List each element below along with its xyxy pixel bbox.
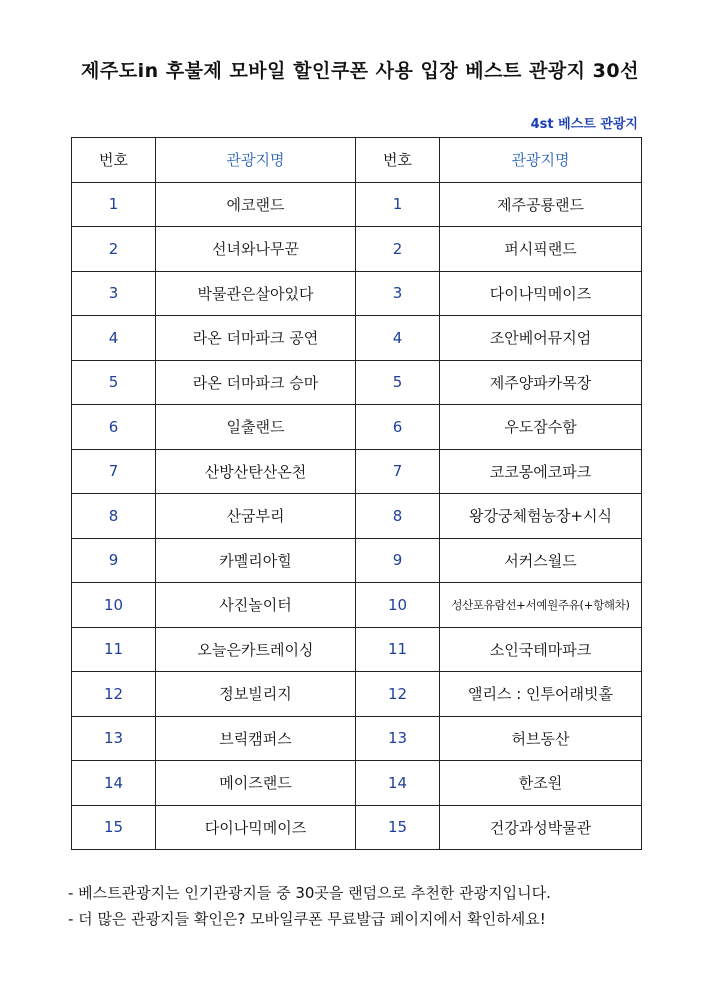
row-number-right: 13 <box>356 716 440 761</box>
row-number-left: 5 <box>72 360 156 405</box>
table-row <box>72 627 642 672</box>
table-row <box>72 271 642 316</box>
row-number-right: 9 <box>356 538 440 583</box>
spot-name-left: 다이나믹메이즈 <box>156 805 356 850</box>
spot-name-right: 소인국테마파크 <box>440 627 642 672</box>
table-row <box>72 672 642 717</box>
spot-name-right: 건강과성박물관 <box>440 805 642 850</box>
spot-name-left: 산굼부리 <box>156 494 356 539</box>
header-spot-name-left: 관광지명 <box>156 138 356 183</box>
row-number-right: 3 <box>356 271 440 316</box>
row-number-left: 7 <box>72 449 156 494</box>
row-number-right: 15 <box>356 805 440 850</box>
spot-name-left: 산방산탄산온천 <box>156 449 356 494</box>
spot-name-right: 성산포유람선+서예원주유(+항해차) <box>440 583 642 628</box>
table-row <box>72 805 642 850</box>
row-number-left: 10 <box>72 583 156 628</box>
row-number-left: 8 <box>72 494 156 539</box>
footnotes <box>68 880 668 932</box>
row-number-right: 12 <box>356 672 440 717</box>
table-row <box>72 583 642 628</box>
table-header-row <box>72 138 642 183</box>
row-number-right: 6 <box>356 405 440 450</box>
footnote-more-spots: - 더 많은 관광지들 확인은? 모바일쿠폰 무료발급 페이지에서 확인하세요! <box>68 910 546 928</box>
row-number-left: 15 <box>72 805 156 850</box>
table-row <box>72 538 642 583</box>
spot-name-right: 제주양파카목장 <box>440 360 642 405</box>
spot-name-left: 라온 더마파크 승마 <box>156 360 356 405</box>
row-number-left: 4 <box>72 316 156 361</box>
header-number-right: 번호 <box>356 138 440 183</box>
spot-name-left: 라온 더마파크 공연 <box>156 316 356 361</box>
spot-name-right: 다이나믹메이즈 <box>440 271 642 316</box>
spot-name-left: 메이즈랜드 <box>156 761 356 806</box>
spot-name-right: 조안베어뮤지엄 <box>440 316 642 361</box>
spot-name-right: 우도잠수함 <box>440 405 642 450</box>
spot-name-right: 코코몽에코파크 <box>440 449 642 494</box>
table-row <box>72 761 642 806</box>
row-number-right: 5 <box>356 360 440 405</box>
table-row <box>72 182 642 227</box>
row-number-left: 9 <box>72 538 156 583</box>
row-number-right: 10 <box>356 583 440 628</box>
spot-name-left: 에코랜드 <box>156 182 356 227</box>
row-number-right: 1 <box>356 182 440 227</box>
spot-name-left: 일출랜드 <box>156 405 356 450</box>
spot-name-left: 오늘은카트레이싱 <box>156 627 356 672</box>
spot-name-left: 브릭캠퍼스 <box>156 716 356 761</box>
row-number-right: 14 <box>356 761 440 806</box>
spot-name-right: 허브동산 <box>440 716 642 761</box>
table-row <box>72 227 642 272</box>
spot-name-right: 왕강궁체험농장+시식 <box>440 494 642 539</box>
row-number-left: 11 <box>72 627 156 672</box>
table-row <box>72 494 642 539</box>
spot-name-left: 선녀와나무꾼 <box>156 227 356 272</box>
table-row <box>72 405 642 450</box>
header-spot-name-right: 관광지명 <box>440 138 642 183</box>
row-number-left: 12 <box>72 672 156 717</box>
table-row <box>72 360 642 405</box>
spot-name-left: 카멜리아힐 <box>156 538 356 583</box>
row-number-left: 6 <box>72 405 156 450</box>
spot-name-right: 한조원 <box>440 761 642 806</box>
spot-name-right: 제주공룡랜드 <box>440 182 642 227</box>
spot-name-right: 서커스월드 <box>440 538 642 583</box>
table-row <box>72 316 642 361</box>
spot-name-right: 퍼시픽랜드 <box>440 227 642 272</box>
row-number-left: 3 <box>72 271 156 316</box>
row-number-left: 1 <box>72 182 156 227</box>
page-title: 제주도in 후불제 모바일 할인쿠폰 사용 입장 베스트 관광지 30선 <box>81 60 639 82</box>
footnote-random-selection: - 베스트관광지는 인기관광지들 중 30곳을 랜덤으로 추천한 관광지입니다. <box>68 884 551 902</box>
header-number-left: 번호 <box>72 138 156 183</box>
spot-name-left: 박물관은살아있다 <box>156 271 356 316</box>
row-number-right: 4 <box>356 316 440 361</box>
table-row <box>72 449 642 494</box>
spot-name-right: 앨리스 : 인투어래빗홀 <box>440 672 642 717</box>
subtitle: 4st 베스트 관광지 <box>530 117 638 132</box>
row-number-right: 11 <box>356 627 440 672</box>
row-number-left: 2 <box>72 227 156 272</box>
row-number-left: 13 <box>72 716 156 761</box>
row-number-right: 2 <box>356 227 440 272</box>
row-number-left: 14 <box>72 761 156 806</box>
spot-name-left: 사진놀이터 <box>156 583 356 628</box>
tourist-spot-table <box>71 137 642 850</box>
spot-name-left: 정보빌리지 <box>156 672 356 717</box>
row-number-right: 7 <box>356 449 440 494</box>
row-number-right: 8 <box>356 494 440 539</box>
table-row <box>72 716 642 761</box>
